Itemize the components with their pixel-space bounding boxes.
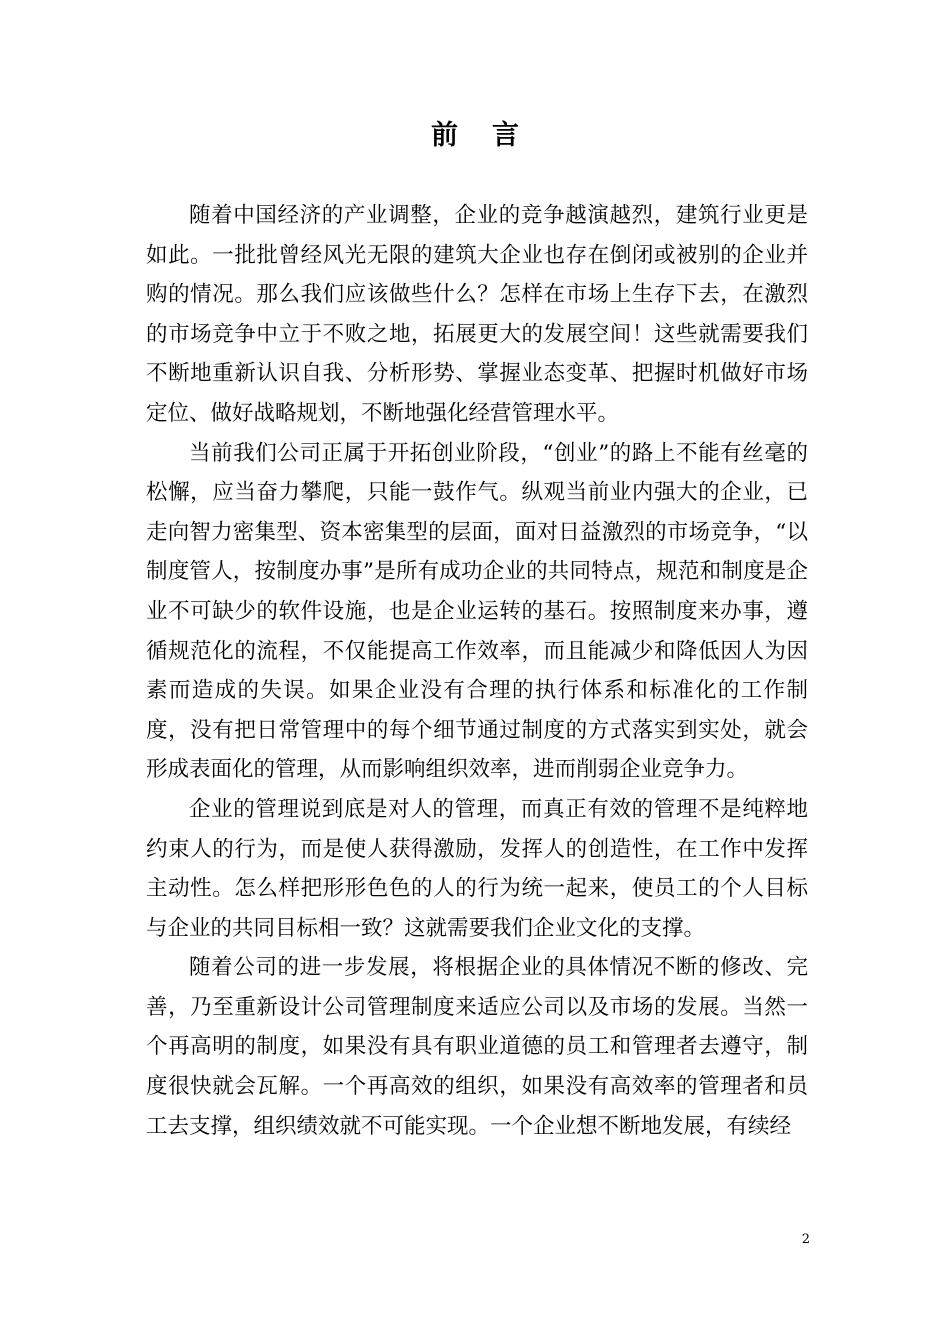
page-number: 2: [801, 1232, 810, 1247]
page-title: 前言: [431, 120, 553, 151]
body-text: [146, 196, 808, 1146]
paragraph: 当前我们公司正属于开拓创业阶段，“创业”的路上不能有丝毫的松懈，应当奋力攀爬，只能一鼓作气。纵观当前业内强大的企业，已走向智力密集型、资本密集型的层面，面对日益激烈的市场竞争，“以制度管人，按制度办事”是所有成功企业的共同特点，规范和制度是企业不可缺少的软件设施，也是企业运转的基石。按照制度来办事，遵循规范化的流程，不仅能提高工作效率，而且能减少和降低因人为因素而造成的失误。如果企业没有合理的执行体系和标准化的工作制度，没有把日常管理中的每个细节通过制度的方式落实到实处，就会形成表面化的管理，从而影响组织效率，进而削弱企业竞争力。: [146, 440, 808, 783]
paragraph: 随着公司的进一步发展，将根据企业的具体情况不断的修改、完善，乃至重新设计公司管理制度来适应公司以及市场的发展。当然一个再高明的制度，如果没有具有职业道德的员工和管理者去遵守，制度很快就会瓦解。一个再高效的组织，如果没有高效率的管理者和员工去支撑，组织绩效就不可能实现。一个企业想不断地发展，有续经: [146, 955, 808, 1139]
paragraph: 企业的管理说到底是对人的管理，而真正有效的管理不是纯粹地约束人的行为，而是使人获得激励，发挥人的创造性，在工作中发挥主动性。怎么样把形形色色的人的行为统一起来，使员工的个人目标与企业的共同目标相一致？这就需要我们企业文化的支撑。: [146, 796, 808, 941]
paragraph: 随着中国经济的产业调整，企业的竞争越演越烈，建筑行业更是如此。一批批曾经风光无限的建筑大企业也存在倒闭或被别的企业并购的情况。那么我们应该做些什么？怎样在市场上生存下去，在激烈的市场竞争中立于不败之地，拓展更大的发展空间！这些就需要我们不断地重新认识自我、分析形势、掌握业态变革、把握时机做好市场定位、做好战略规划，不断地强化经营管理水平。: [146, 203, 808, 426]
